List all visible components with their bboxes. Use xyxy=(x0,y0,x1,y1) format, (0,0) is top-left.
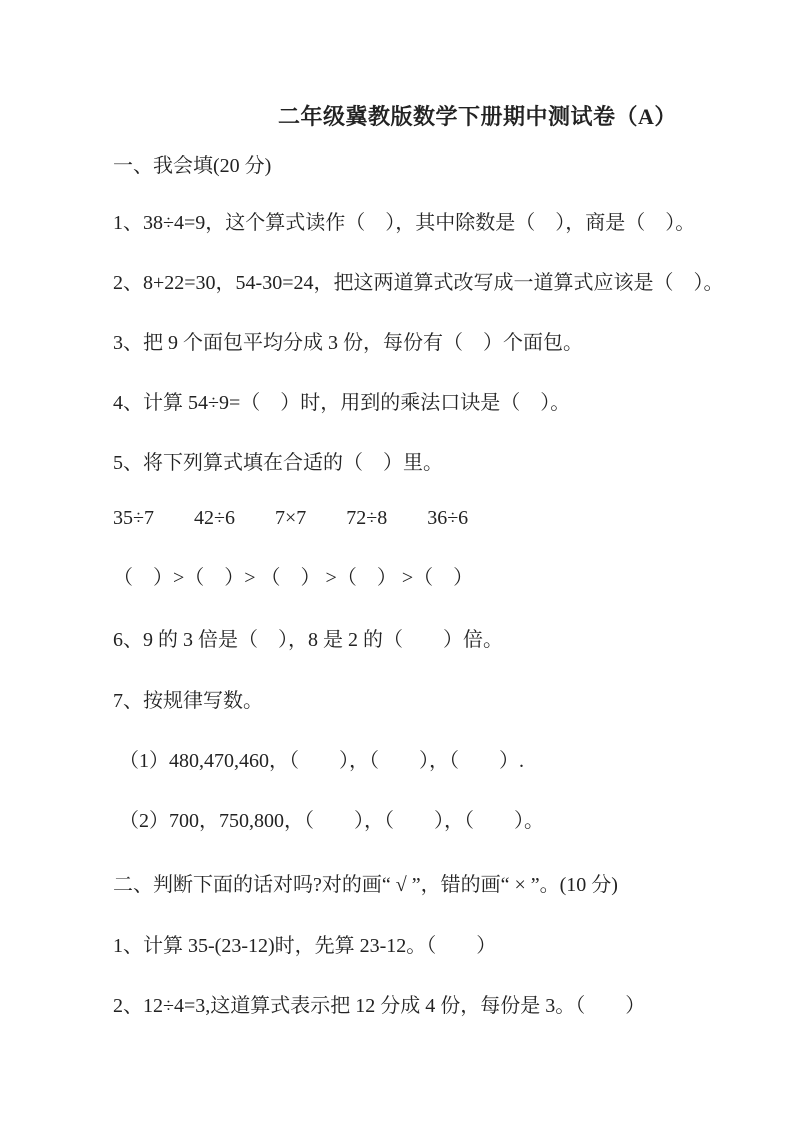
comparison-blanks-row: （ ）>（ ）> （ ） >（ ） >（ ） xyxy=(113,567,474,589)
judge-question-1: 1、计算 35-(23-12)时，先算 23-12。（ ） xyxy=(113,935,497,957)
pattern-sub-question-1: （1）480,470,460，（ ），（ ），（ ）. xyxy=(119,750,524,772)
fill-question-6: 6、9 的 3 倍是（ ），8 是 2 的（ ）倍。 xyxy=(113,629,503,651)
pattern-sub-question-2: （2）700，750,800，（ ），（ ），（ ）。 xyxy=(119,810,544,832)
fill-question-3: 3、把 9 个面包平均分成 3 份，每份有（ ）个面包。 xyxy=(113,332,583,354)
fill-question-2: 2、8+22=30，54-30=24，把这两道算式改写成一道算式应该是（ ）。 xyxy=(113,272,724,294)
expression-list-row: 35÷7 42÷6 7×7 72÷8 36÷6 xyxy=(113,507,469,529)
fill-question-7: 7、按规律写数。 xyxy=(113,690,263,712)
fill-question-1: 1、38÷4=9，这个算式读作（ ），其中除数是（ ），商是（ ）。 xyxy=(113,212,696,234)
section-2-heading: 二、判断下面的话对吗?对的画“ √ ”，错的画“ × ”。(10 分) xyxy=(113,874,618,896)
judge-question-2: 2、12÷4=3,这道算式表示把 12 分成 4 份，每份是 3。（ ） xyxy=(113,995,646,1017)
fill-question-4: 4、计算 54÷9=（ ）时，用到的乘法口诀是（ ）。 xyxy=(113,392,571,414)
section-1-heading: 一、我会填(20 分) xyxy=(113,155,272,177)
page-title: 二年级冀教版数学下册期中测试卷（A） xyxy=(278,104,677,129)
fill-question-5: 5、将下列算式填在合适的（ ）里。 xyxy=(113,452,443,474)
